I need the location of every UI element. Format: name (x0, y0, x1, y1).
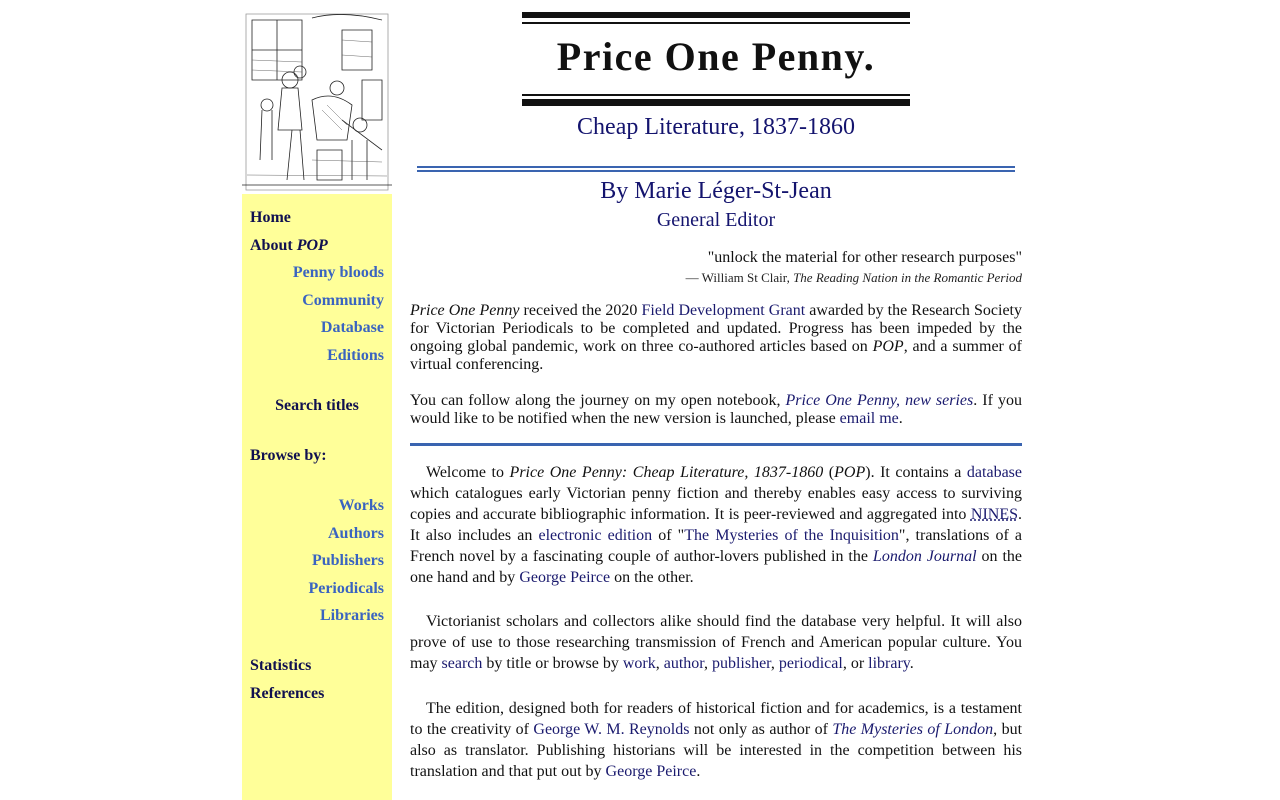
electronic-edition-link[interactable]: electronic edition (538, 527, 653, 544)
george-peirce-link[interactable]: George Peirce (519, 569, 611, 586)
price-one-penny-banner (522, 10, 910, 108)
welcome-text-a: Welcome to (426, 464, 510, 481)
edition-text-b: not only as author of (689, 721, 833, 738)
email-me-link[interactable]: email me (839, 410, 899, 427)
nav-panel (242, 194, 392, 800)
nav-about-link[interactable] (250, 237, 328, 255)
mysteries-london-title: The Mysteries of London (832, 721, 994, 738)
section-rule (410, 443, 1022, 446)
nav-editions-link[interactable]: Editions (327, 347, 384, 364)
welcome-text-g: ", translations of a French novel by a fascinating couple of author-lovers published in the (410, 527, 1023, 565)
scholars-text-c: . (909, 655, 914, 672)
scholars-text-b: by title or browse by (482, 655, 623, 672)
london-journal-link[interactable] (873, 548, 977, 565)
welcome-paragraph (410, 462, 1022, 588)
edition-paragraph (410, 698, 1022, 782)
search-link[interactable]: search (441, 655, 483, 672)
database-link[interactable]: database (966, 464, 1022, 481)
mysteries-london-link[interactable] (832, 721, 993, 738)
welcome-text-f: of " (652, 527, 685, 544)
welcome-title: Price One Penny: Cheap Literature, 1837-1860 (509, 464, 824, 481)
grant-pop-title: Price One Penny (410, 302, 520, 319)
header-double-rule (417, 166, 1015, 172)
nav-works-link[interactable]: Works (338, 497, 384, 514)
nav-libraries-link[interactable]: Libraries (320, 607, 384, 624)
grant-text-c: , and a summer of virtual conferencing. (410, 338, 1023, 373)
nav-database-link[interactable]: Database (320, 319, 384, 336)
nav-penny-bloods-link[interactable]: Penny bloods (292, 264, 384, 281)
site-subtitle: Cheap Literature, 1837-1860 (577, 114, 855, 140)
nav-references-link[interactable]: References (250, 685, 325, 702)
new-series-title: Price One Penny, new series (785, 392, 974, 409)
welcome-text-b: ( (823, 464, 835, 481)
nav-about-pop: POP (296, 237, 328, 254)
welcome-text-c: ). It contains a (865, 464, 967, 481)
welcome-text-h: on the one hand and by (410, 548, 1022, 586)
sidebar (242, 10, 392, 800)
browse-work-link[interactable]: work (622, 655, 656, 672)
browse-library-link[interactable]: library (868, 655, 910, 672)
epigraph-quote: "unlock the material for other research purposes" (707, 249, 1022, 266)
browse-periodical-link[interactable]: periodical (778, 655, 843, 672)
nav-community-link[interactable]: Community (302, 292, 384, 309)
attribution-author: — William St Clair, (685, 270, 794, 285)
edition-text-d: . (696, 763, 701, 780)
nav-about-label: About (250, 237, 297, 254)
editor-role: General Editor (656, 209, 776, 231)
grant-paragraph (410, 302, 1022, 374)
browse-author-link[interactable]: author (663, 655, 704, 672)
notebook-text-b: . If you would like to be notified when the new version is launched, please (410, 392, 1023, 427)
engraving-illustration (242, 10, 392, 194)
nav-home-link[interactable]: Home (250, 209, 291, 226)
nav-authors-link[interactable]: Authors (327, 525, 384, 542)
nav-browse-by-heading: Browse by: (250, 447, 327, 464)
author-byline: By Marie Léger-St-Jean (600, 178, 832, 204)
scholars-paragraph (410, 611, 1022, 674)
notebook-paragraph (410, 392, 1022, 428)
welcome-text-d: which catalogues early Victorian penny fiction and thereby enables easy access to surviving copies and accurate bibliographic information. It is peer-reviewed and aggregated into (410, 485, 1022, 523)
epigraph-attribution (686, 270, 1022, 286)
nav-statistics-link[interactable]: Statistics (250, 657, 312, 674)
grant-pop-abbr: POP (872, 338, 904, 355)
george-peirce-link-2[interactable]: George Peirce (605, 763, 697, 780)
sep: , or (842, 655, 869, 672)
notebook-text-a: You can follow along the journey on my open notebook, (410, 392, 786, 409)
nav-publishers-link[interactable]: Publishers (311, 552, 384, 569)
scholars-text-a: Victorianist scholars and collectors alike should find the database very helpful. It will also prove of use to those researching transmission of French and American popular culture. You may (410, 613, 1022, 672)
mysteries-inquisition-link[interactable]: The Mysteries of the Inquisition (684, 527, 899, 544)
sep: , (655, 655, 664, 672)
browse-publisher-link[interactable]: publisher (711, 655, 771, 672)
nav-periodicals-link[interactable]: Periodicals (308, 580, 384, 597)
london-journal-title: London Journal (872, 548, 977, 565)
banner-title: Price One Penny. (556, 34, 876, 79)
edition-text-a: The edition, designed both for readers of historical fiction and for academics, is a testament to the creativity of (410, 700, 1022, 738)
welcome-text-i: on the other. (610, 569, 694, 586)
nines-abbr[interactable]: NINES (970, 506, 1018, 523)
nav-search-titles-link[interactable]: Search titles (275, 397, 359, 414)
grant-text-b: awarded by the Research Society for Victorian Periodicals to be completed and updated. Progress has been impeded by the ongoing global pandemic, work on three co-authored articles based on (410, 302, 1023, 355)
welcome-text-e: . It also includes an (410, 506, 1022, 544)
sep: , (703, 655, 712, 672)
field-grant-link[interactable]: Field Development Grant (641, 302, 806, 319)
edition-text-c: , but also as translator. Publishing historians will be interested in the competition between his translation and that put out by (410, 721, 1023, 780)
grant-text-a: received the 2020 (519, 302, 642, 319)
new-series-link[interactable] (786, 392, 974, 409)
notebook-text-c: . (898, 410, 903, 427)
sep: , (770, 655, 779, 672)
attribution-title: The Reading Nation in the Romantic Period (793, 270, 1022, 285)
reynolds-link[interactable]: George W. M. Reynolds (533, 721, 690, 738)
welcome-pop: POP (834, 464, 866, 481)
